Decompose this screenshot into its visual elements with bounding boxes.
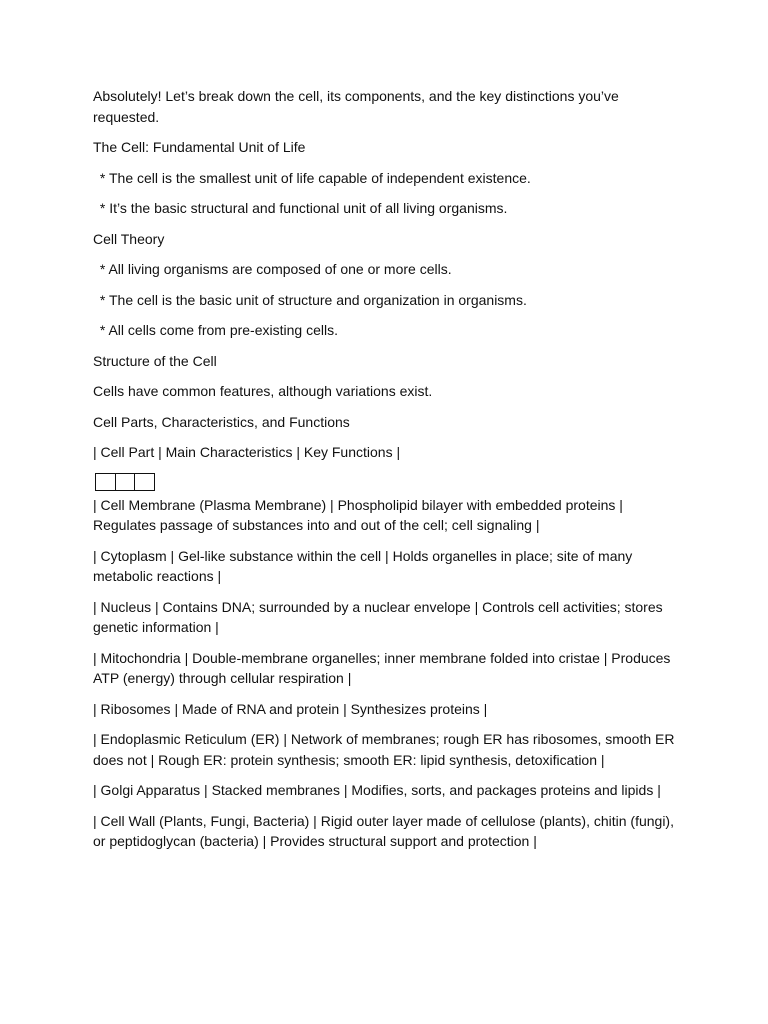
theory-bullet: * The cell is the basic unit of structure and organization in organisms. [96,291,527,308]
table-row-cell-membrane: | Cell Membrane (Plasma Membrane) | Phospholipid bilayer with embedded proteins | Regulates passage of substances into and out of the cell; cell signaling | [93,496,627,533]
table-row-cell-wall: | Cell Wall (Plants, Fungi, Bacteria) | Rigid outer layer made of cellulose (plants), chitin (fungi), or peptidoglycan (bacteria) | Provides structural support and protection | [93,812,678,849]
table-header-row: | Cell Part | Main Characteristics | Key Functions | [93,444,401,460]
table-row-nucleus: | Nucleus | Contains DNA; surrounded by a nuclear envelope | Controls cell activities; stores genetic information | [93,598,667,635]
table-row-cytoplasm: | Cytoplasm | Gel-like substance within the cell | Holds organelles in place; site of many metabolic reactions | [93,547,637,584]
cell-bullet: * The cell is the smallest unit of life capable of independent existence. [96,169,531,186]
heading-cell-theory: Cell Theory [93,230,165,247]
document-page [93,86,678,862]
cell-bullet: * It’s the basic structural and functional unit of all living organisms. [96,200,508,216]
table-row-ribosomes: | Ribosomes | Made of RNA and protein | Synthesizes proteins | [93,700,488,717]
heading-structure: Structure of the Cell [93,352,217,369]
theory-bullet: * All cells come from pre-existing cells. [96,322,338,338]
empty-table-cell [135,474,154,490]
table-row-mitochondria: | Mitochondria | Double-membrane organelles; inner membrane folded into cristae | Produces ATP (energy) through cellular respiration | [93,649,674,686]
intro-paragraph: Absolutely! Let’s break down the cell, its components, and the key distinctions you’ve requested. [93,88,623,125]
table-row-er: | Endoplasmic Reticulum (ER) | Network of membranes; rough ER has ribosomes, smooth ER does not | Rough ER: protein synthesis; smooth ER: lipid synthesis, detoxification | [93,731,679,768]
empty-table-graphic [95,473,155,491]
heading-cell: The Cell: Fundamental Unit of Life [93,139,306,155]
empty-table-cell [116,474,136,490]
heading-cell-parts: Cell Parts, Characteristics, and Functions [93,413,350,430]
theory-bullet: * All living organisms are composed of one or more cells. [96,261,452,277]
structure-paragraph: Cells have common features, although variations exist. [93,383,433,399]
empty-table-cell [96,474,116,490]
table-row-golgi: | Golgi Apparatus | Stacked membranes | Modifies, sorts, and packages proteins and lipids | [93,782,661,798]
